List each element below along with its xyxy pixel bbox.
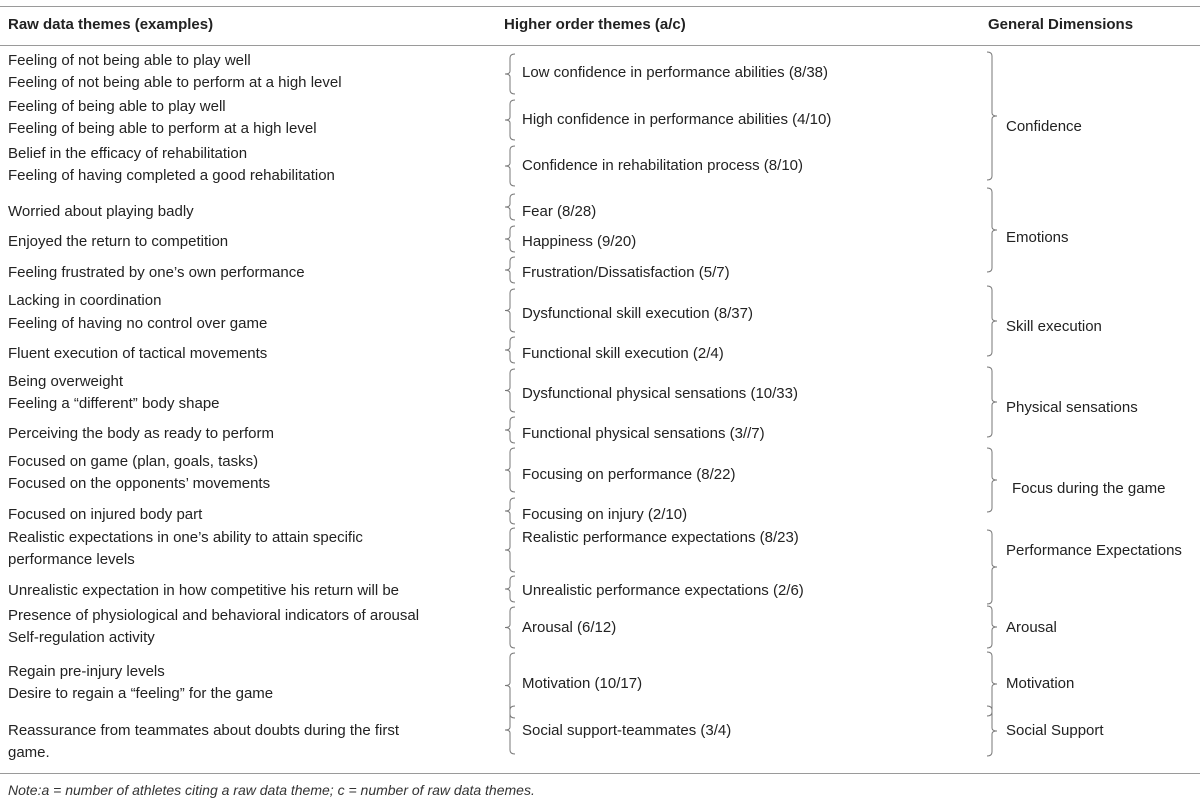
dimension-bracket [987,652,997,716]
higher-theme-bracket [505,706,515,754]
higher-theme-bracket [505,607,515,648]
higher-theme-bracket [505,498,515,524]
higher-theme-bracket [505,528,515,572]
dimension-bracket [987,530,997,604]
raw-theme-text: Belief in the efficacy of rehabilitation [8,145,248,162]
general-dimension: Focus during the game [1012,480,1166,497]
general-dimension: Social Support [1006,722,1104,739]
higher-theme-bracket [505,289,515,332]
higher-theme-bracket [505,417,515,443]
higher-theme-bracket [505,194,515,220]
higher-order-theme: Low confidence in performance abilities (8/38) [522,64,828,81]
dimension-bracket [987,52,997,180]
higher-theme-bracket [505,146,515,186]
higher-theme-bracket [505,226,515,252]
raw-theme-text: Reassurance from teammates about doubts during the first [8,722,400,739]
header-rule [0,45,1200,46]
raw-theme-text: Feeling frustrated by one’s own performance [8,264,305,281]
raw-theme-text: Feeling of having no control over game [8,315,268,332]
dimension-bracket [987,188,997,272]
raw-theme-text: Perceiving the body as ready to perform [8,425,274,442]
raw-theme-text: Fluent execution of tactical movements [8,345,268,362]
header-raw-themes: Raw data themes (examples) [8,16,214,33]
higher-order-theme: Realistic performance expectations (8/23) [522,529,799,546]
higher-theme-bracket [505,100,515,140]
dimension-bracket [987,706,997,756]
higher-theme-bracket [505,337,515,363]
bottom-rule [0,773,1200,774]
raw-theme-text: Being overweight [8,373,124,390]
header-higher-themes: Higher order themes (a/c) [504,16,686,33]
higher-order-theme: Social support-teammates (3/4) [522,722,732,739]
higher-theme-bracket [505,653,515,718]
general-dimension: Skill execution [1006,318,1102,335]
higher-order-theme: Motivation (10/17) [522,675,643,692]
raw-theme-text: Enjoyed the return to competition [8,233,229,250]
raw-theme-text: Worried about playing badly [8,203,194,220]
higher-order-theme: Functional physical sensations (3//7) [522,425,765,442]
raw-theme-text: Presence of physiological and behavioral indicators of arousal [8,607,420,624]
higher-order-theme: Fear (8/28) [522,203,597,220]
dimension-bracket [987,606,997,648]
raw-theme-text: Feeling of not being able to play well [8,52,251,69]
dimension-bracket [987,286,997,356]
general-dimension: Physical sensations [1006,399,1138,416]
higher-theme-bracket [505,576,515,602]
table-note: Note:a = number of athletes citing a raw data theme; c = number of raw data themes. [8,782,535,798]
higher-order-theme: Unrealistic performance expectations (2/6) [522,582,804,599]
higher-order-theme: High confidence in performance abilities (4/10) [522,111,832,128]
raw-theme-text: Feeling of being able to perform at a high level [8,120,317,137]
general-dimension: Performance Expectations [1006,542,1182,559]
higher-order-theme: Functional skill execution (2/4) [522,345,724,362]
general-dimension: Confidence [1006,118,1082,135]
higher-order-theme: Focusing on injury (2/10) [522,506,688,523]
raw-theme-text: Feeling of being able to play well [8,98,226,115]
raw-theme-text: Feeling a “different” body shape [8,395,220,412]
raw-theme-text: Unrealistic expectation in how competitive his return will be [8,582,400,599]
raw-theme-text: Self-regulation activity [8,629,155,646]
dimension-bracket [987,367,997,437]
higher-theme-bracket [505,369,515,412]
raw-theme-text: Feeling of not being able to perform at a high level [8,74,342,91]
raw-theme-text: game. [8,744,50,761]
higher-theme-bracket [505,448,515,492]
raw-theme-text: performance levels [8,551,135,568]
raw-theme-text: Feeling of having completed a good rehabilitation [8,167,335,184]
general-dimension: Motivation [1006,675,1075,692]
general-dimension: Arousal [1006,619,1057,636]
raw-theme-text: Focused on the opponents’ movements [8,475,271,492]
dimension-bracket [987,448,997,512]
raw-theme-text: Focused on game (plan, goals, tasks) [8,453,259,470]
general-dimension: Emotions [1006,229,1069,246]
higher-order-theme: Dysfunctional skill execution (8/37) [522,305,753,322]
raw-theme-text: Lacking in coordination [8,292,162,309]
raw-theme-text: Focused on injured body part [8,506,203,523]
higher-order-theme: Focusing on performance (8/22) [522,466,736,483]
higher-order-theme: Happiness (9/20) [522,233,637,250]
higher-order-theme: Frustration/Dissatisfaction (5/7) [522,264,730,281]
header-general-dimensions: General Dimensions [988,16,1134,33]
higher-order-theme: Dysfunctional physical sensations (10/33) [522,385,798,402]
higher-theme-bracket [505,257,515,283]
raw-theme-text: Realistic expectations in one’s ability to attain specific [8,529,363,546]
higher-order-theme: Confidence in rehabilitation process (8/10) [522,157,803,174]
raw-theme-text: Desire to regain a “feeling” for the game [8,685,274,702]
top-rule [0,6,1200,7]
raw-theme-text: Regain pre-injury levels [8,663,165,680]
higher-theme-bracket [505,54,515,94]
higher-order-theme: Arousal (6/12) [522,619,617,636]
